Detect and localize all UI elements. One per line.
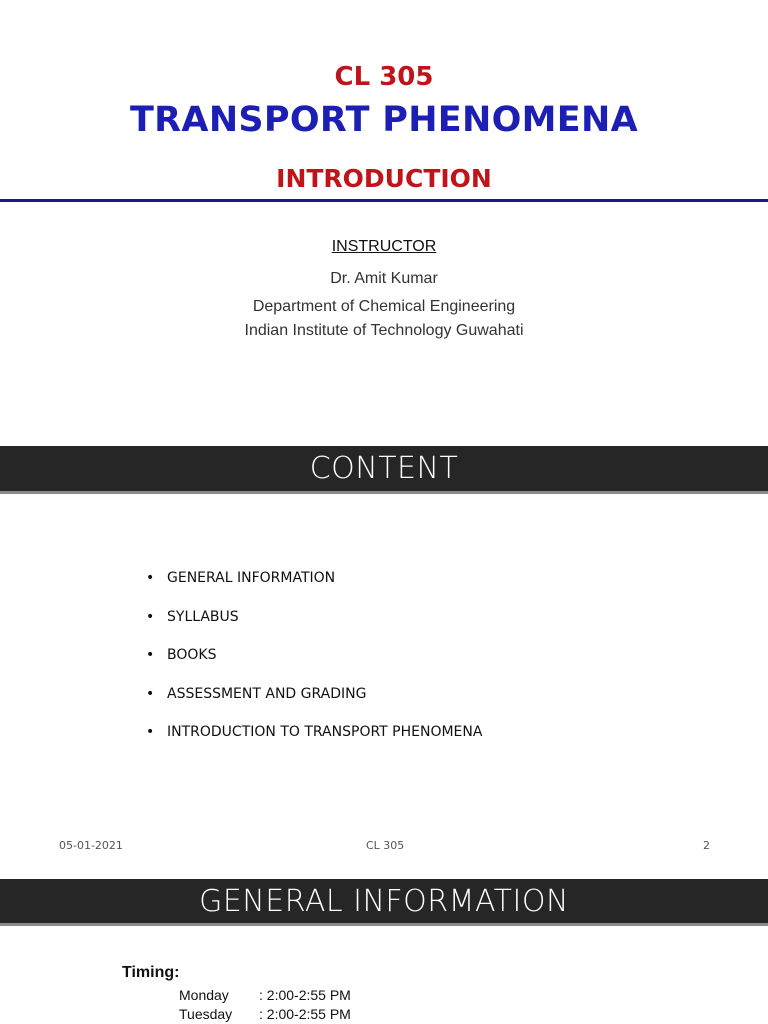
list-item xyxy=(146,686,482,725)
instructor-department: Department of Chemical Engineering xyxy=(252,298,516,315)
timing-time: : 2:00-2:55 PM xyxy=(259,987,351,1003)
bullet-icon: • xyxy=(146,570,155,586)
timing-time: : 2:00-2:55 PM xyxy=(259,1006,351,1022)
list-item-label: BOOKS xyxy=(167,647,217,663)
footer-course-code: CL 305 xyxy=(366,839,405,852)
instructor-name: Dr. Amit Kumar xyxy=(330,270,438,287)
footer-date: 05-01-2021 xyxy=(59,839,123,852)
timing-row xyxy=(179,987,351,1003)
instructor-heading: INSTRUCTOR xyxy=(331,238,437,255)
list-item-label: INTRODUCTION TO TRANSPORT PHENOMENA xyxy=(167,724,483,740)
content-list xyxy=(146,570,482,763)
list-item-label: SYLLABUS xyxy=(167,608,239,625)
timing-day: Tuesday xyxy=(179,1006,233,1022)
course-title: TRANSPORT PHENOMENA xyxy=(130,100,638,140)
course-code: CL 305 xyxy=(334,62,434,92)
content-banner: CONTENT xyxy=(0,446,768,494)
bullet-icon: • xyxy=(146,685,155,702)
general-information-banner: GENERAL INFORMATION xyxy=(0,879,768,926)
bullet-icon: • xyxy=(146,647,155,663)
timing-day: Monday xyxy=(179,987,229,1003)
timing-row xyxy=(179,1006,351,1022)
list-item xyxy=(146,570,482,609)
bullet-icon: • xyxy=(146,608,155,625)
list-item-label: ASSESSMENT AND GRADING xyxy=(167,685,367,702)
list-item-label: GENERAL INFORMATION xyxy=(167,570,336,586)
title-divider xyxy=(0,199,768,202)
instructor-institute: Indian Institute of Technology Guwahati xyxy=(244,322,524,339)
list-item xyxy=(146,609,482,648)
footer-page-number: 2 xyxy=(703,839,710,852)
timing-label: Timing: xyxy=(122,964,180,981)
slide-subtitle: INTRODUCTION xyxy=(276,164,492,193)
list-item xyxy=(146,724,482,763)
bullet-icon: • xyxy=(146,724,155,740)
list-item xyxy=(146,647,482,686)
